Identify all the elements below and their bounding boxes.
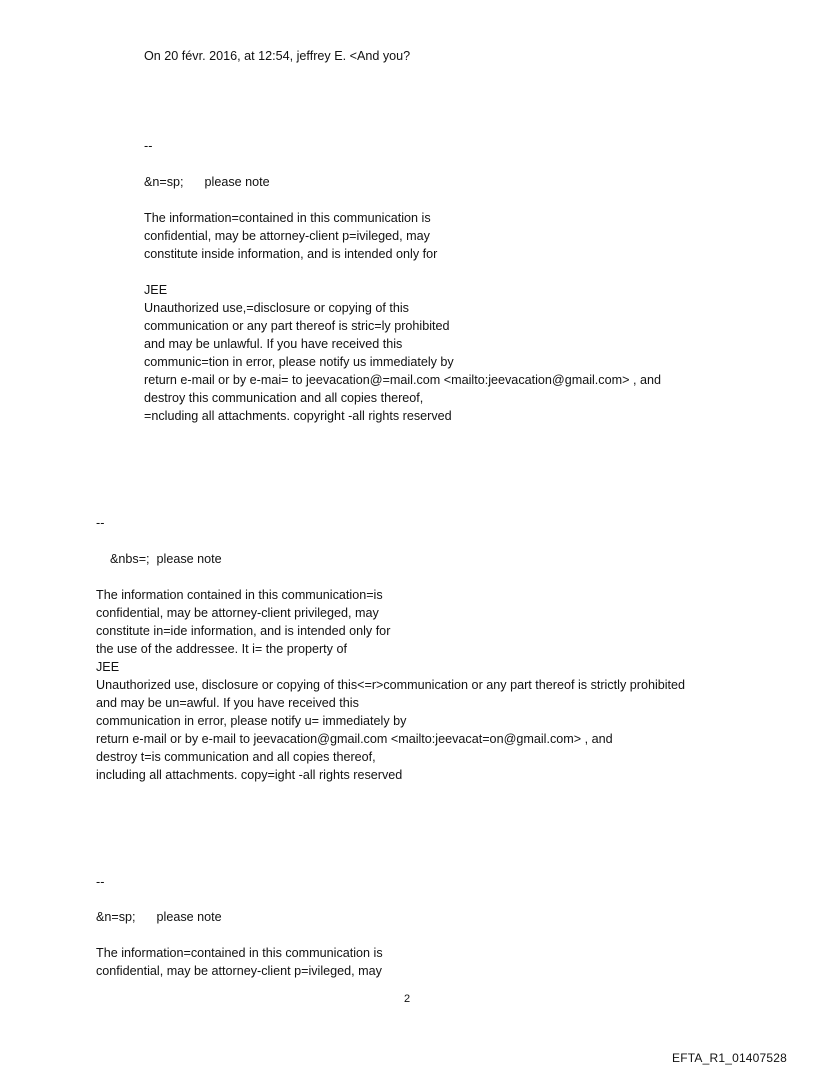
text-line: The information=contained in this communication is (96, 946, 383, 960)
text-line: and may be unlawful. If you have received this (144, 337, 403, 351)
text-line: and may be un=awful. If you have received this (96, 696, 359, 710)
email-header-line: On 20 févr. 2016, at 12:54, jeffrey E. <And you? (144, 49, 411, 63)
text-line: Unauthorized use, disclosure or copying of this<=r>communication or any part thereof is strictly prohibited (96, 678, 686, 692)
please-note-1: &n=sp; please note (144, 175, 270, 189)
text-line: constitute inside information, and is intended only for (144, 247, 438, 261)
text-line: =ncluding all attachments. copyright -all rights reserved (144, 409, 452, 423)
text-line: the use of the addressee. It i= the property of (96, 642, 347, 656)
separator-2: -- (96, 516, 105, 530)
separator-1: -- (144, 139, 153, 153)
text-line: communic=tion in error, please notify us immediately by (144, 355, 454, 369)
text-line: return e-mail or by e-mai= to jeevacation@=mail.com <mailto:jeevacation@gmail.com> , and (144, 373, 661, 387)
text-line: The information=contained in this communication is (144, 211, 431, 225)
please-note-3: &n=sp; please note (96, 910, 222, 924)
text-line: Unauthorized use,=disclosure or copying of this (144, 301, 409, 315)
text-line: confidential, may be attorney-client p=ivileged, may (144, 229, 430, 243)
text-line: confidential, may be attorney-client p=ivileged, may (96, 964, 382, 978)
text-line: JEE (96, 660, 120, 674)
text-line: constitute in=ide information, and is intended only for (96, 624, 391, 638)
document-id: EFTA_R1_01407528 (672, 1051, 788, 1065)
text-line: destroy this communication and all copies thereof, (144, 391, 424, 405)
text-line: return e-mail or by e-mail to jeevacation@gmail.com <mailto:jeevacat=on@gmail.com> , and (96, 732, 613, 746)
text-line: JEE (144, 283, 168, 297)
text-line: The information contained in this communication=is (96, 588, 383, 602)
text-line: including all attachments. copy=ight -all rights reserved (96, 768, 403, 782)
text-line: communication in error, please notify u= immediately by (96, 714, 407, 728)
text-line: destroy t=is communication and all copies thereof, (96, 750, 376, 764)
page-number: 2 (404, 993, 411, 1005)
please-note-2: &nbs=; please note (96, 552, 222, 566)
text-line: confidential, may be attorney-client privileged, may (96, 606, 379, 620)
text-line: communication or any part thereof is stric=ly prohibited (144, 319, 450, 333)
separator-3: -- (96, 875, 105, 889)
